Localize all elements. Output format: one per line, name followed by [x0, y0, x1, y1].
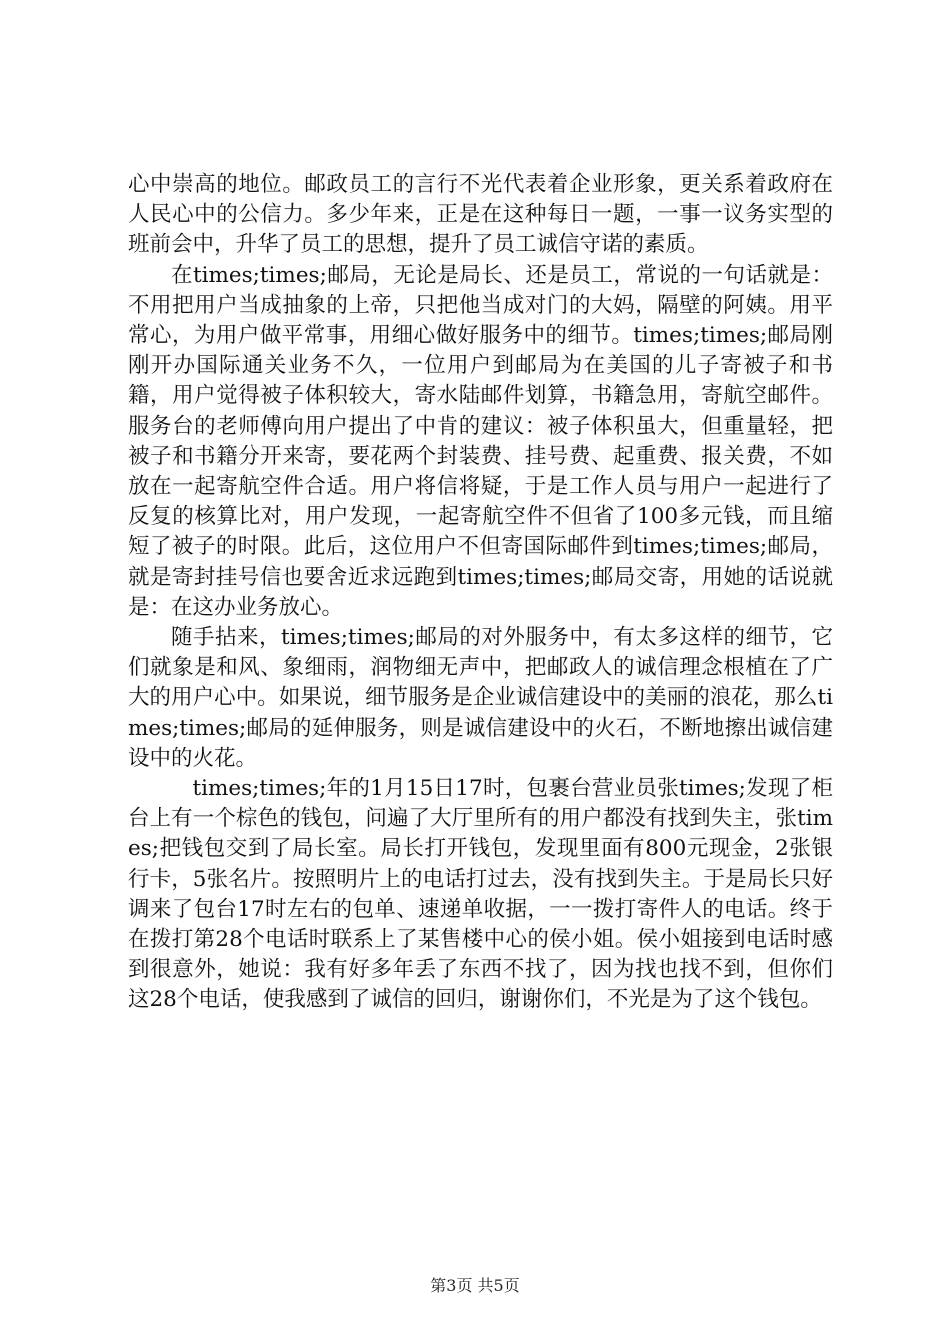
paragraph-3: 随手拈来，times;times;邮局的对外服务中，有太多这样的细节，它们就象是和风、象细雨，润物细无声中，把邮政人的诚信理念根植在了广大的用户心中。如果说，细节服务是企业诚信建设中的美丽的浪花，那么times;times;邮局的延伸服务，则是诚信建设中的火石，不断地擦出诚信建设中的火花。	[128, 625, 833, 771]
paragraph-2: 在times;times;邮局，无论是局长、还是员工，常说的一句话就是：不用把用户当成抽象的上帝，只把他当成对门的大妈，隔壁的阿姨。用平常心，为用户做平常事，用细心做好服务中的细节。times;times;邮局刚刚开办国际通关业务不久，一位用户到邮局为在美国的儿子寄被子和书籍，用户觉得被子体积较大，寄水陆邮件划算，书籍急用，寄航空邮件。服务台的老师傅向用户提出了中肯的建议：被子体积虽大，但重量轻，把被子和书籍分开来寄，要花两个封装费、挂号费、起重费、报关费，不如放在一起寄航空件合适。用户将信将疑，于是工作人员与用户一起进行了反复的核算比对，用户发现，一起寄航空件不但省了100多元钱，而且缩短了被子的时限。此后，这位用户不但寄国际邮件到times;times;邮局，就是寄封挂号信也要舍近求远跑到times;times;邮局交寄，用她的话说就是：在这办业务放心。	[128, 262, 833, 620]
page-footer: 第3页 共5页	[430, 1276, 520, 1295]
document-body	[128, 170, 833, 1016]
paragraph-4: times;times;年的1月15日17时，包裹台营业员张times;发现了柜台上有一个棕色的钱包，问遍了大厅里所有的用户都没有找到失主，张times;把钱包交到了局长室。局长打开钱包，发现里面有800元现金，2张银行卡，5张名片。按照明片上的电话打过去，没有找到失主。于是局长只好调来了包台17时左右的包单、速递单收据，一一拨打寄件人的电话。终于在拨打第28个电话时联系上了某售楼中心的侯小姐。侯小姐接到电话时感到很意外，她说：我有好多年丢了东西不找了，因为找也找不到，但你们这28个电话，使我感到了诚信的回归，谢谢你们，不光是为了这个钱包。	[128, 776, 833, 1013]
paragraph-1: 心中崇高的地位。邮政员工的言行不光代表着企业形象，更关系着政府在人民心中的公信力。多少年来，正是在这种每日一题，一事一议务实型的班前会中，升华了员工的思想，提升了员工诚信守诺的素质。	[128, 172, 833, 258]
